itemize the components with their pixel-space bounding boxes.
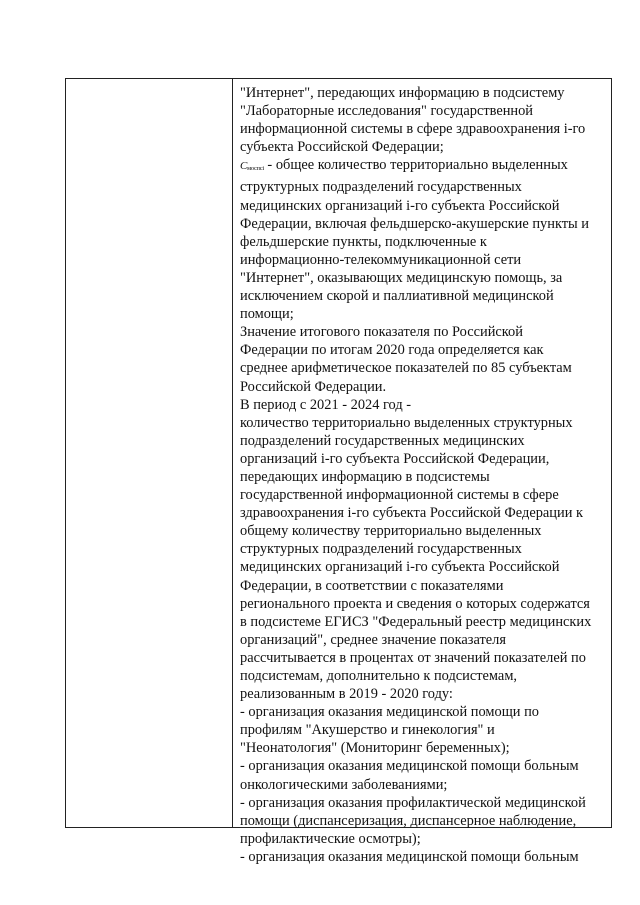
text-line: "Интернет", оказывающих медицинскую помощь, за (240, 269, 563, 286)
text-line: профилям "Акушерство и гинекология" и (240, 722, 495, 739)
text-line: информационно-телекоммуникационной сети (240, 251, 522, 268)
text-line: Федерации, в соответствии с показателями (240, 577, 504, 594)
text-line: подсистемам, дополнительно к подсистемам, (240, 668, 518, 684)
table-right-cell (240, 84, 608, 866)
text-line: передающих информацию в подсистемы (240, 468, 490, 485)
text-line: исключением скорой и паллиативной медицинской (240, 288, 554, 305)
text-line: - организация оказания медицинской помощи больным (240, 848, 579, 865)
text-line: государственной информационной системы в сфере (240, 487, 559, 504)
text-line: "Неонатология" (Мониторинг беременных); (240, 740, 510, 757)
text-line: общему количеству территориально выделенных (240, 523, 542, 540)
text-line: "Лабораторные исследования" государственной (240, 103, 534, 120)
formula-symbol-subscript: моспсi (247, 165, 264, 173)
text-line: структурных подразделений государственных (240, 541, 522, 558)
formula-definition-line (240, 156, 608, 178)
text-line: медицинских организаций i-го субъекта Российской (240, 197, 560, 214)
text-line: помощи; (240, 306, 294, 323)
text-line: Федерации, включая фельдшерско-акушерские пункты и (240, 215, 589, 232)
text-line: Федерации по итогам 2020 года определяется как (240, 342, 544, 359)
text-line: рассчитывается в процентах от значений показателей по (240, 649, 586, 666)
text-line: количество территориально выделенных структурных (240, 414, 573, 431)
text-line: среднее арифметическое показателей по 85 субъектам (240, 360, 572, 377)
text-line: - организация оказания медицинской помощи больным (240, 758, 579, 775)
text-line: - организация оказания медицинской помощи по (240, 704, 539, 721)
table-left-cell (66, 79, 233, 827)
text-line: помощи (диспансеризация, диспансерное наблюдение, (240, 812, 577, 829)
text-line: "Интернет", передающих информацию в подсистему (240, 85, 565, 101)
text-line: фельдшерские пункты, подключенные к (240, 233, 487, 250)
text-line: в подсистеме ЕГИСЗ "Федеральный реестр медицинских (240, 613, 592, 630)
text-line: подразделений государственных медицинских (240, 432, 525, 449)
text-line: субъекта Российской Федерации; (240, 139, 444, 156)
text-line: структурных подразделений государственных (240, 179, 522, 196)
text-line: реализованным в 2019 - 2020 году: (240, 686, 453, 703)
text-line: организаций i-го субъекта Российской Федерации, (240, 450, 550, 467)
text-line: информационной системы в сфере здравоохранения i-го (240, 121, 586, 138)
formula-definition-text: - общее количество территориально выделенных (263, 157, 568, 174)
text-line: онкологическими заболеваниями; (240, 776, 448, 793)
text-line: - организация оказания профилактической медицинской (240, 794, 586, 811)
text-line: В период с 2021 - 2024 год - (240, 396, 412, 413)
text-line: Значение итогового показателя по Российской (240, 324, 523, 341)
text-line: здравоохранения i-го субъекта Российской Федерации к (240, 505, 583, 522)
text-line: организаций", среднее значение показателя (240, 631, 506, 648)
text-line: медицинских организаций i-го субъекта Российской (240, 559, 560, 576)
formula-symbol: Cмоспсi (240, 160, 264, 173)
text-line: профилактические осмотры); (240, 830, 421, 847)
document-table (65, 78, 612, 865)
text-line: регионального проекта и сведения о которых содержатся (240, 595, 590, 612)
text-line: Российской Федерации. (240, 378, 387, 395)
